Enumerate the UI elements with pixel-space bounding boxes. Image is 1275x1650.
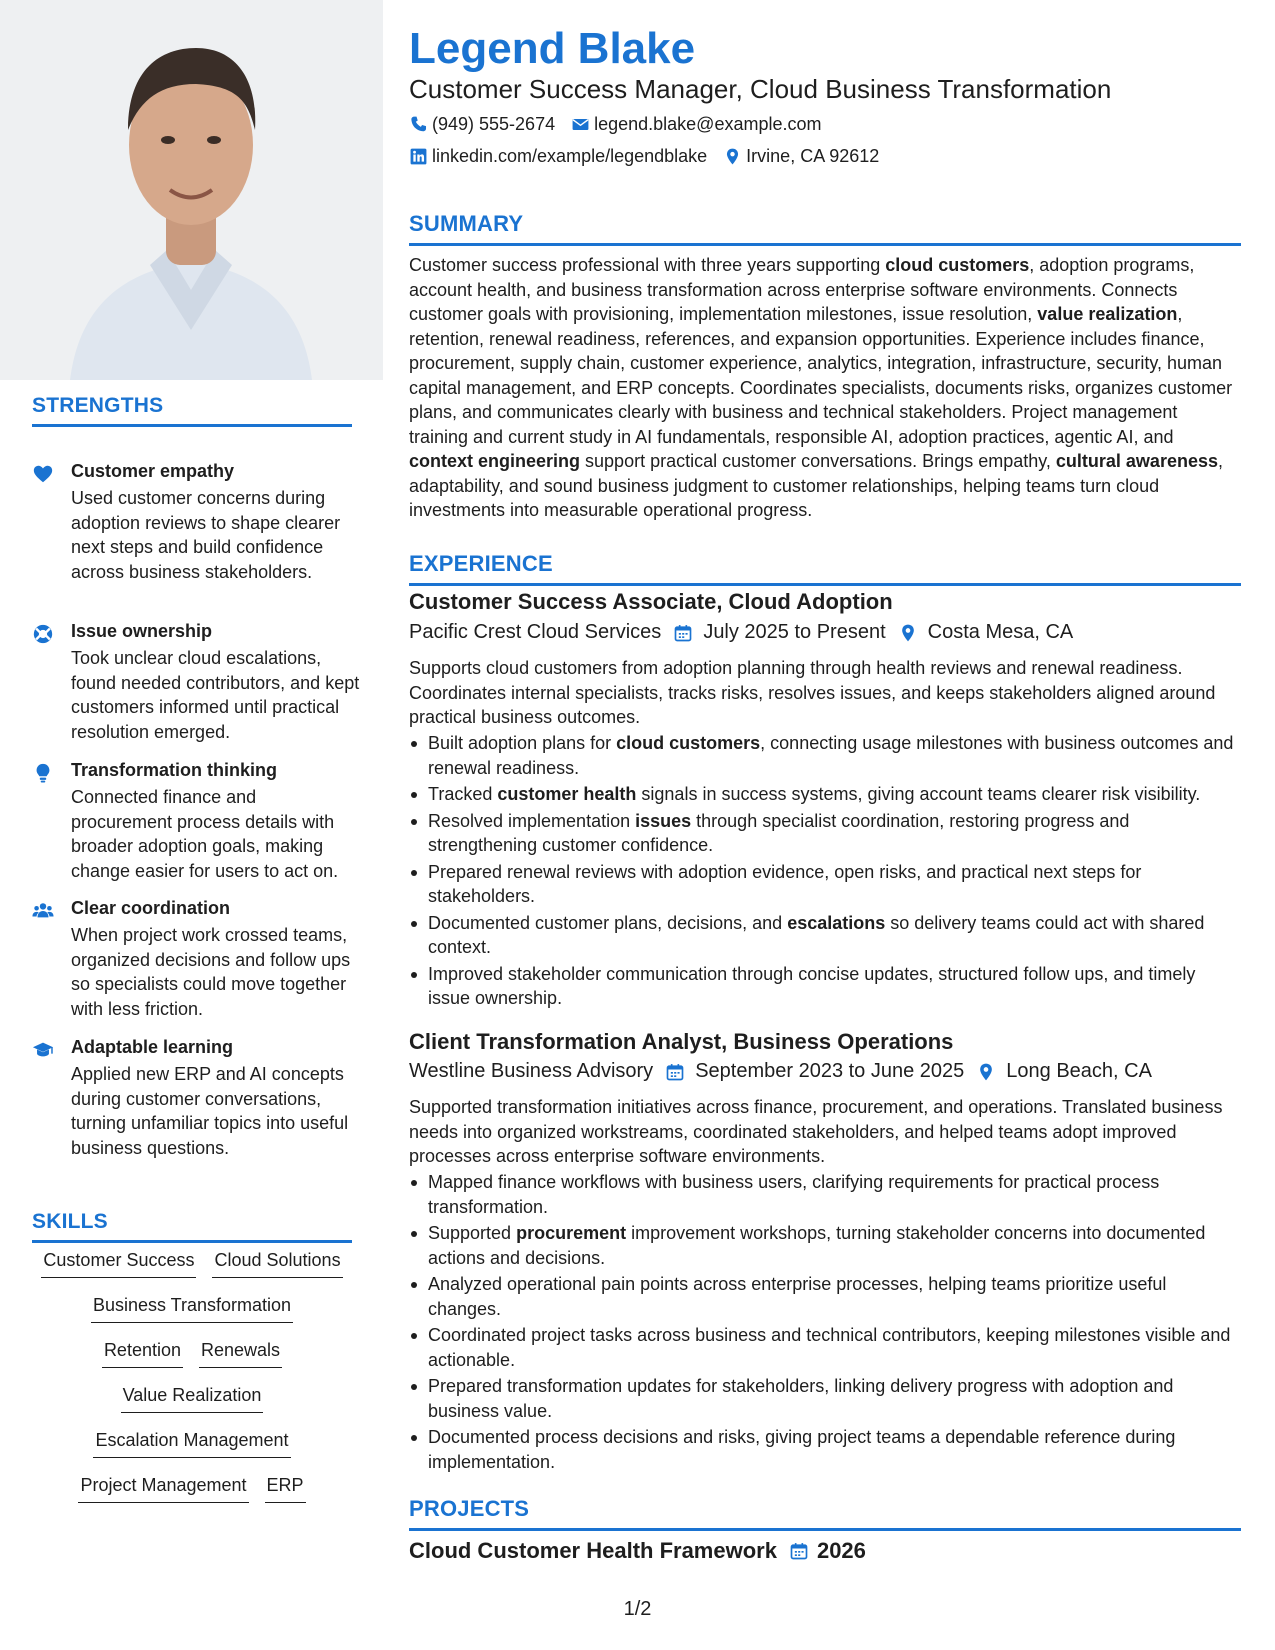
- text-run: Supported: [428, 1223, 517, 1243]
- skill-tag: Escalation Management: [93, 1430, 290, 1458]
- job-dates: September 2023 to June 2025: [695, 1060, 965, 1082]
- bold-phrase: procurement: [516, 1223, 627, 1243]
- projects-section: [409, 1496, 1241, 1531]
- text-run: Mapped finance workflows with business users, clarifying requirements for practical process transformation.: [428, 1172, 1160, 1217]
- skill-row: [32, 1475, 352, 1520]
- text-run: Documented customer plans, decisions, and: [428, 912, 788, 933]
- skill-tag: Retention: [102, 1340, 183, 1368]
- job-location: Costa Mesa, CA: [927, 621, 1074, 643]
- candidate-name: Legend Blake: [409, 24, 696, 73]
- job-meta: [409, 1060, 1152, 1083]
- job-description: Supported transformation initiatives across finance, procurement, and operations. Translated business needs into organized workstreams, coordinated stakeholders, and helped teams adopt improved processes across enterprise software environments.: [409, 1097, 1223, 1166]
- phone-item[interactable]: [409, 114, 555, 135]
- location-text: Irvine, CA 92612: [746, 146, 880, 166]
- text-run: Improved stakeholder communication through concise updates, structured follow ups, and timely issue ownership.: [428, 963, 1196, 1008]
- job-company: Pacific Crest Cloud Services: [409, 621, 662, 643]
- location-item: [723, 146, 879, 167]
- candidate-headline: Customer Success Manager, Cloud Business Transformation: [409, 74, 1112, 104]
- skill-tag: Customer Success: [41, 1250, 196, 1278]
- bullet-item: [409, 1170, 1241, 1219]
- text-run: support practical customer conversations. Brings empathy,: [580, 451, 1056, 471]
- calendar-icon: [673, 623, 693, 643]
- phone-icon: [409, 115, 428, 134]
- strength-desc: Applied new ERP and AI concepts during customer conversations, turning unfamiliar topics into useful business questions.: [71, 1064, 349, 1158]
- graduation-cap-icon: [32, 1039, 54, 1061]
- project-item: [409, 1538, 866, 1564]
- experience-rule: [409, 583, 1241, 586]
- job-description: Supports cloud customers from adoption planning through health reviews and renewal readiness. Coordinates internal specialists, tracks risks, resolves issues, and keeps stakeholders aligned around practical business outcomes.: [409, 658, 1216, 727]
- strength-desc: Took unclear cloud escalations, found needed contributors, and kept customers informed until practical resolution emerged.: [71, 648, 360, 742]
- bullet-item: [409, 731, 1241, 780]
- text-run: Prepared renewal reviews with adoption evidence, open risks, and practical next steps for stakeholders.: [428, 861, 1142, 906]
- strength-desc: When project work crossed teams, organized decisions and follow ups so specialists could move together with less friction.: [71, 925, 351, 1019]
- bold-phrase: cloud customers: [885, 255, 1030, 275]
- text-run: Coordinated project tasks across business and technical contributors, keeping milestones visible and actionable.: [428, 1325, 1231, 1370]
- calendar-icon: [665, 1062, 685, 1082]
- strengths-section: [32, 394, 352, 427]
- bullet-item: [409, 1374, 1241, 1423]
- strengths-title: STRENGTHS: [32, 394, 164, 417]
- bullet-item: [409, 911, 1241, 960]
- strength-title: Customer empathy: [71, 461, 235, 481]
- linkedin-icon: [409, 147, 428, 166]
- skill-row: [32, 1430, 352, 1475]
- phone-text: (949) 555-2674: [432, 114, 556, 134]
- job-bullets: [409, 1170, 1241, 1476]
- job-title: Customer Success Associate, Cloud Adoption: [409, 589, 893, 614]
- text-run: Documented process decisions and risks, giving project teams a dependable reference during implementation.: [428, 1427, 1176, 1472]
- page-number: 1/2: [623, 1598, 652, 1620]
- strength-title: Transformation thinking: [71, 760, 278, 780]
- heart-icon: [32, 463, 54, 485]
- users-icon: [32, 900, 54, 922]
- calendar-icon: [789, 1541, 809, 1561]
- skills-section: [32, 1210, 352, 1243]
- email-item[interactable]: [571, 114, 821, 135]
- summary-rule: [409, 243, 1241, 246]
- skill-row: [32, 1250, 352, 1295]
- map-pin-icon: [976, 1062, 996, 1082]
- text-run: Prepared transformation updates for stakeholders, linking delivery progress with adoption and business value.: [428, 1376, 1174, 1421]
- skill-tag: Cloud Solutions: [212, 1250, 342, 1278]
- skill-tag: ERP: [265, 1475, 306, 1503]
- job-title: Client Transformation Analyst, Business Operations: [409, 1029, 954, 1054]
- bold-phrase: issues: [635, 810, 692, 831]
- strength-desc: Used customer concerns during adoption reviews to shape clearer next steps and build confidence across business stakeholders.: [71, 488, 341, 582]
- text-run: Resolved implementation: [428, 810, 636, 831]
- text-run: improvement workshops, turning stakeholder concerns into documented actions and decisions.: [428, 1223, 1206, 1268]
- bullet-item: [409, 1272, 1241, 1321]
- envelope-icon: [571, 115, 590, 134]
- skill-tag: Project Management: [78, 1475, 248, 1503]
- contact-row: [409, 146, 895, 167]
- map-pin-icon: [898, 623, 918, 643]
- skill-tag: Business Transformation: [91, 1295, 293, 1323]
- skills-title: SKILLS: [32, 1210, 108, 1233]
- text-run: so delivery teams could act with shared context.: [428, 912, 1205, 957]
- project-title: Cloud Customer Health Framework: [409, 1538, 777, 1563]
- bold-phrase: customer health: [497, 784, 637, 804]
- job-dates: July 2025 to Present: [703, 621, 886, 643]
- text-run: , connecting usage milestones with business outcomes and renewal readiness.: [428, 733, 1234, 778]
- projects-rule: [409, 1528, 1241, 1531]
- text-run: Customer success professional with three years supporting: [409, 255, 886, 275]
- job-meta: [409, 621, 1073, 644]
- bold-phrase: escalations: [787, 912, 886, 933]
- skill-row: [32, 1295, 352, 1340]
- skill-row: [32, 1385, 352, 1430]
- contact-row: [409, 114, 838, 135]
- bullet-item: [409, 1425, 1241, 1474]
- job-company: Westline Business Advisory: [409, 1060, 654, 1082]
- skill-row: [32, 1340, 352, 1385]
- bullet-item: [409, 782, 1241, 807]
- bullet-item: [409, 962, 1241, 1011]
- bold-phrase: cloud customers: [616, 733, 761, 753]
- text-run: signals in success systems, giving account teams clearer risk visibility.: [636, 784, 1201, 804]
- lightbulb-icon: [32, 762, 54, 784]
- summary-text: [409, 253, 1241, 523]
- bullet-item: [409, 1221, 1241, 1270]
- job-bullets: [409, 731, 1241, 1013]
- text-run: , adoption programs, account health, and business transformation across enterprise software environments. Connects customer goals with provisioning, implementation milestones, issue resolution,: [409, 255, 1195, 324]
- bullet-item: [409, 860, 1241, 909]
- bold-phrase: context engineering: [409, 451, 581, 471]
- sidebar: [0, 0, 383, 1650]
- life-ring-icon: [32, 623, 54, 645]
- linkedin-text: linkedin.com/example/legendblake: [432, 146, 708, 166]
- strengths-rule: [32, 424, 352, 427]
- strength-title: Adaptable learning: [71, 1037, 234, 1057]
- text-run: , retention, renewal readiness, references, and expansion opportunities. Experience includes finance, procurement, supply chain, customer experience, analytics, integration, infrastructure, security, human capital management, and ERP concepts. Coordinates specialists, documents risks, organizes customer plans, and communicates clearly with business and technical stakeholders. Project management training and current study in AI fundamentals, responsible AI, adoption practices, agentic AI, and: [409, 304, 1233, 447]
- strength-desc: Connected finance and procurement process details with broader adoption goals, making change easier for users to act on.: [71, 787, 339, 881]
- job-location: Long Beach, CA: [1006, 1060, 1152, 1082]
- project-year: 2026: [816, 1538, 866, 1563]
- skills-rule: [32, 1240, 352, 1243]
- summary-title: SUMMARY: [409, 211, 524, 236]
- summary-section: [409, 211, 1241, 523]
- profile-photo: [0, 0, 383, 380]
- map-pin-icon: [723, 147, 742, 166]
- bold-phrase: cultural awareness: [1055, 451, 1218, 471]
- bold-phrase: value realization: [1037, 304, 1178, 324]
- experience-title: EXPERIENCE: [409, 551, 553, 576]
- linkedin-item[interactable]: [409, 146, 707, 167]
- skill-tag: Renewals: [199, 1340, 282, 1368]
- bullet-item: [409, 1323, 1241, 1372]
- text-run: Built adoption plans for: [428, 733, 617, 753]
- projects-title: PROJECTS: [409, 1496, 530, 1521]
- experience-section: [409, 551, 1241, 586]
- text-run: Analyzed operational pain points across enterprise processes, helping teams prioritize useful changes.: [428, 1274, 1167, 1319]
- strength-title: Issue ownership: [71, 621, 213, 641]
- text-run: Tracked: [428, 784, 498, 804]
- strength-title: Clear coordination: [71, 898, 231, 918]
- skill-tag: Value Realization: [121, 1385, 264, 1413]
- text-run: through specialist coordination, restoring progress and strengthening customer confidence.: [428, 810, 1130, 855]
- skills-list: [32, 1250, 352, 1520]
- text-run: , adaptability, and sound business judgment to customer relationships, helping teams turn cloud investments into measurable operational progress.: [409, 451, 1224, 520]
- bullet-item: [409, 809, 1241, 858]
- email-text: legend.blake@example.com: [594, 114, 822, 134]
